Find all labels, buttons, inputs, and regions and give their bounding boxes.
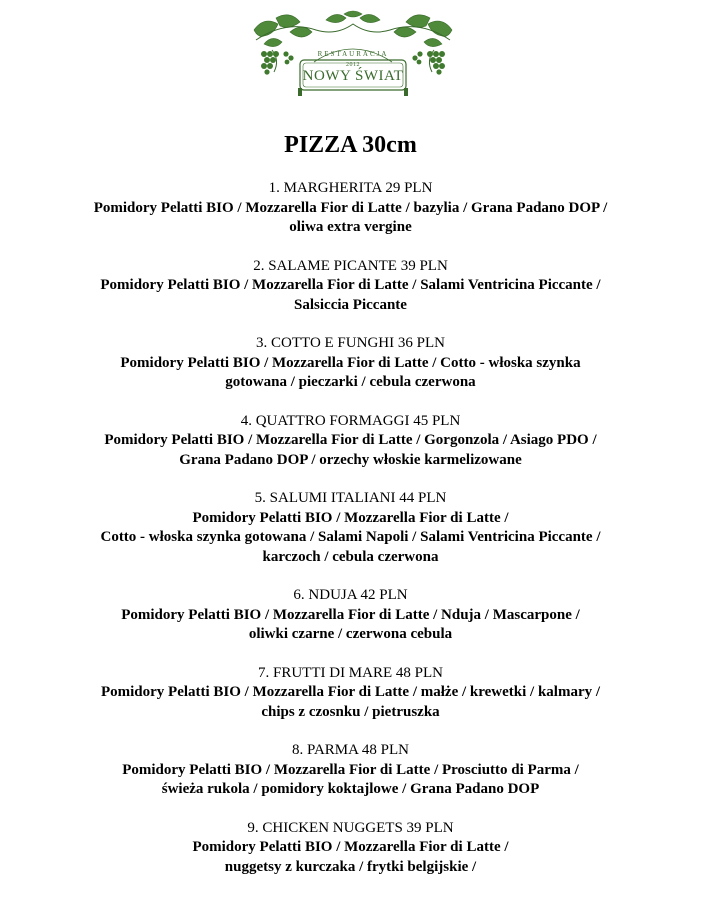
menu-item-ingredients: Pomidory Pelatti BIO / Mozzarella Fior di Latte / bazylia / Grana Padano DOP / xyxy=(93,199,608,216)
menu-item xyxy=(0,489,701,567)
menu-item-ingredients: Grana Padano DOP / orzechy włoskie karmelizowane xyxy=(179,451,522,468)
menu-item-ingredients: Pomidory Pelatti BIO / Mozzarella Fior di Latte / Prosciutto di Parma / xyxy=(122,761,579,778)
menu-item-name-price: 3. COTTO E FUNGHI 36 PLN xyxy=(256,335,445,351)
menu-item xyxy=(0,819,701,878)
menu-item xyxy=(0,334,701,393)
menu-item xyxy=(0,257,701,316)
menu-item-ingredients: Pomidory Pelatti BIO / Mozzarella Fior di Latte / Cotto - włoska szynka xyxy=(120,354,581,371)
pizza-menu-list xyxy=(0,179,701,896)
menu-item xyxy=(0,664,701,723)
menu-item-name-price: 9. CHICKEN NUGGETS 39 PLN xyxy=(247,819,454,836)
menu-item-ingredients: nuggetsy z kurczaka / frytki belgijskie / xyxy=(224,858,477,875)
menu-item-ingredients: świeża rukola / pomidory koktajlowe / Grana Padano DOP xyxy=(161,781,540,797)
menu-item-ingredients: Pomidory Pelatti BIO / Mozzarella Fior di Latte / Gorgonzola / Asiago PDO / xyxy=(104,432,597,448)
menu-item-name-price: 8. PARMA 48 PLN xyxy=(292,742,409,758)
restaurant-logo xyxy=(246,10,460,98)
menu-item xyxy=(0,586,701,645)
menu-item-name-price: 4. QUATTRO FORMAGGI 45 PLN xyxy=(240,412,461,429)
menu-item-ingredients: chips z czosnku / pietruszka xyxy=(261,703,440,720)
menu-item-ingredients: karczoch / cebula czerwona xyxy=(262,548,439,565)
menu-item-ingredients: Pomidory Pelatti BIO / Mozzarella Fior di Latte / xyxy=(192,509,509,526)
menu-item-ingredients: Pomidory Pelatti BIO / Mozzarella Fior di Latte / Nduja / Mascarpone / xyxy=(121,606,580,623)
menu-item-name-price: 6. NDUJA 42 PLN xyxy=(293,587,408,603)
menu-item-ingredients: oliwa extra vergine xyxy=(289,219,412,235)
menu-item-ingredients: Salsiccia Piccante xyxy=(294,296,407,313)
menu-item-name-price: 7. FRUTTI DI MARE 48 PLN xyxy=(257,664,443,681)
menu-item-ingredients: Pomidory Pelatti BIO / Mozzarella Fior di Latte / xyxy=(192,839,509,855)
menu-item xyxy=(0,412,701,471)
menu-item-ingredients: oliwki czarne / czerwona cebula xyxy=(248,626,453,642)
menu-item-name-price: 1. MARGHERITA 29 PLN xyxy=(268,180,433,196)
menu-item xyxy=(0,741,701,800)
menu-item-name-price: 5. SALUMI ITALIANI 44 PLN xyxy=(254,490,447,506)
menu-item-ingredients: Cotto - włoska szynka gotowana / Salami Napoli / Salami Ventricina Piccante / xyxy=(100,529,601,545)
logo-year: 2012 xyxy=(346,62,360,68)
logo-arc-text: RESTAURACJA xyxy=(317,50,389,58)
menu-item-ingredients: Pomidory Pelatti BIO / Mozzarella Fior di Latte / małże / krewetki / kalmary / xyxy=(100,684,601,700)
menu-item xyxy=(0,179,701,238)
page-title: PIZZA 30cm xyxy=(284,132,417,158)
logo-name: NOWY ŚWIAT xyxy=(302,68,404,84)
menu-item-name-price: 2. SALAME PICANTE 39 PLN xyxy=(253,257,448,274)
menu-item-ingredients: gotowana / pieczarki / cebula czerwona xyxy=(225,374,476,390)
menu-item-ingredients: Pomidory Pelatti BIO / Mozzarella Fior di Latte / Salami Ventricina Piccante / xyxy=(100,277,601,293)
